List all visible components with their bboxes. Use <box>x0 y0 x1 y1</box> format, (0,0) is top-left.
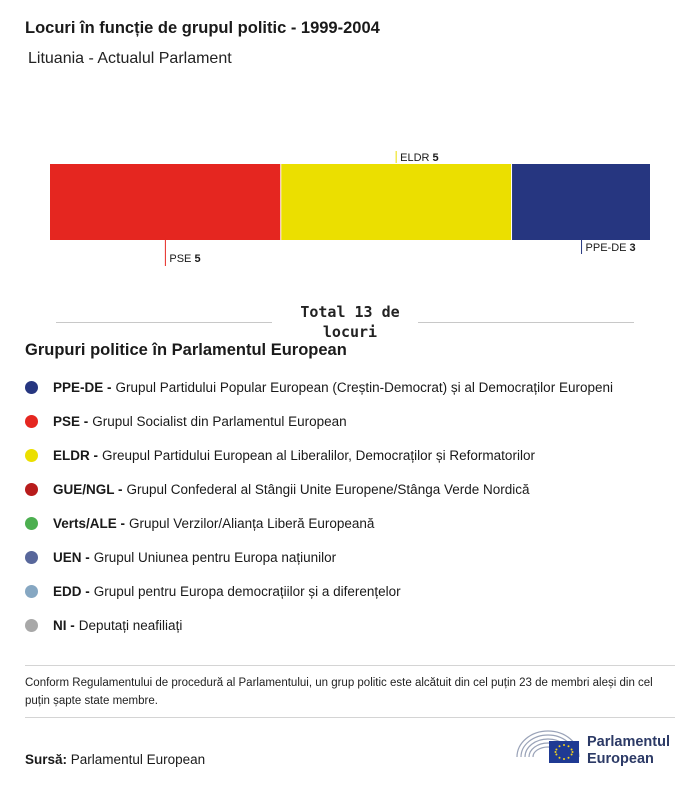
legend-abbr: ELDR - <box>53 447 98 463</box>
legend-dot <box>25 619 38 632</box>
groups-heading: Grupuri politice în Parlamentul European <box>25 341 347 359</box>
legend-item <box>25 608 613 642</box>
legend-item <box>25 574 613 608</box>
legend-name: Deputați neafiliați <box>78 617 183 633</box>
legend-name: Grupul Uniunea pentru Europa națiunilor <box>93 549 337 565</box>
legend-dot <box>25 415 38 428</box>
legend-dot <box>25 517 38 530</box>
logo-line-1: Parlamentul <box>587 734 670 750</box>
bar-segment-ppe-de <box>512 164 650 240</box>
total-divider-right <box>418 322 634 323</box>
legend-abbr: GUE/NGL - <box>53 481 123 497</box>
legend-dot <box>25 449 38 462</box>
legend-dot <box>25 381 38 394</box>
legend-dot <box>25 551 38 564</box>
logo-text <box>587 734 670 768</box>
groups-legend <box>25 370 613 642</box>
legend-name: Grupul Socialist din Parlamentul European <box>92 413 347 429</box>
legend-name: Grupul Verzilor/Alianța Liberă Europeană <box>129 515 375 531</box>
legend-item <box>25 540 613 574</box>
legend-item <box>25 370 613 404</box>
legend-name: Grupul pentru Europa democrațiilor și a diferențelor <box>93 583 401 599</box>
legend-abbr: UEN - <box>53 549 90 565</box>
total-seats-label: Total 13 de locuri <box>300 303 400 341</box>
european-parliament-hemicycle-icon <box>515 727 581 767</box>
legend-abbr: PPE-DE - <box>53 379 112 395</box>
source-line <box>25 752 205 767</box>
legend-name: Greupul Partidului European al Liberalilor, Democraților și Reformatorilor <box>102 447 535 463</box>
legend-item <box>25 404 613 438</box>
legend-abbr: EDD - <box>53 583 90 599</box>
legend-abbr: PSE - <box>53 413 89 429</box>
source-value: Parlamentul European <box>70 752 206 767</box>
legend-item <box>25 438 613 472</box>
rules-note: Conform Regulamentului de procedură al Parlamentului, un grup politic este alcătuit din cel puțin 23 de membri aleși din cel puțin șapte state membre. <box>25 677 653 707</box>
chart-title: Locuri în funcție de grupul politic - 1999-2004 <box>25 19 380 37</box>
bar-segment-eldr <box>281 164 512 240</box>
legend-dot <box>25 585 38 598</box>
chart-subtitle: Lituania - Actualul Parlament <box>28 50 232 67</box>
source-label: Sursă: <box>25 752 68 767</box>
legend-dot <box>25 483 38 496</box>
bar-segment-pse <box>50 164 281 240</box>
note-divider-bottom <box>25 717 675 718</box>
legend-name: Grupul Confederal al Stângii Unite Europene/Stânga Verde Nordică <box>126 481 530 497</box>
data-label-eldr: ELDR 5 <box>400 152 439 164</box>
legend-abbr: NI - <box>53 617 75 633</box>
legend-item <box>25 472 613 506</box>
data-label-ppe-de: PPE-DE 3 <box>585 242 636 254</box>
legend-item <box>25 506 613 540</box>
note-divider-top <box>25 665 675 666</box>
logo-line-2: European <box>587 751 654 767</box>
legend-abbr: Verts/ALE - <box>53 515 126 531</box>
total-divider-left <box>56 322 272 323</box>
legend-name: Grupul Partidului Popular European (Creștin-Democrat) și al Democraților Europeni <box>115 379 613 395</box>
data-label-pse: PSE 5 <box>169 253 201 265</box>
seats-stacked-bar-chart <box>0 140 700 280</box>
